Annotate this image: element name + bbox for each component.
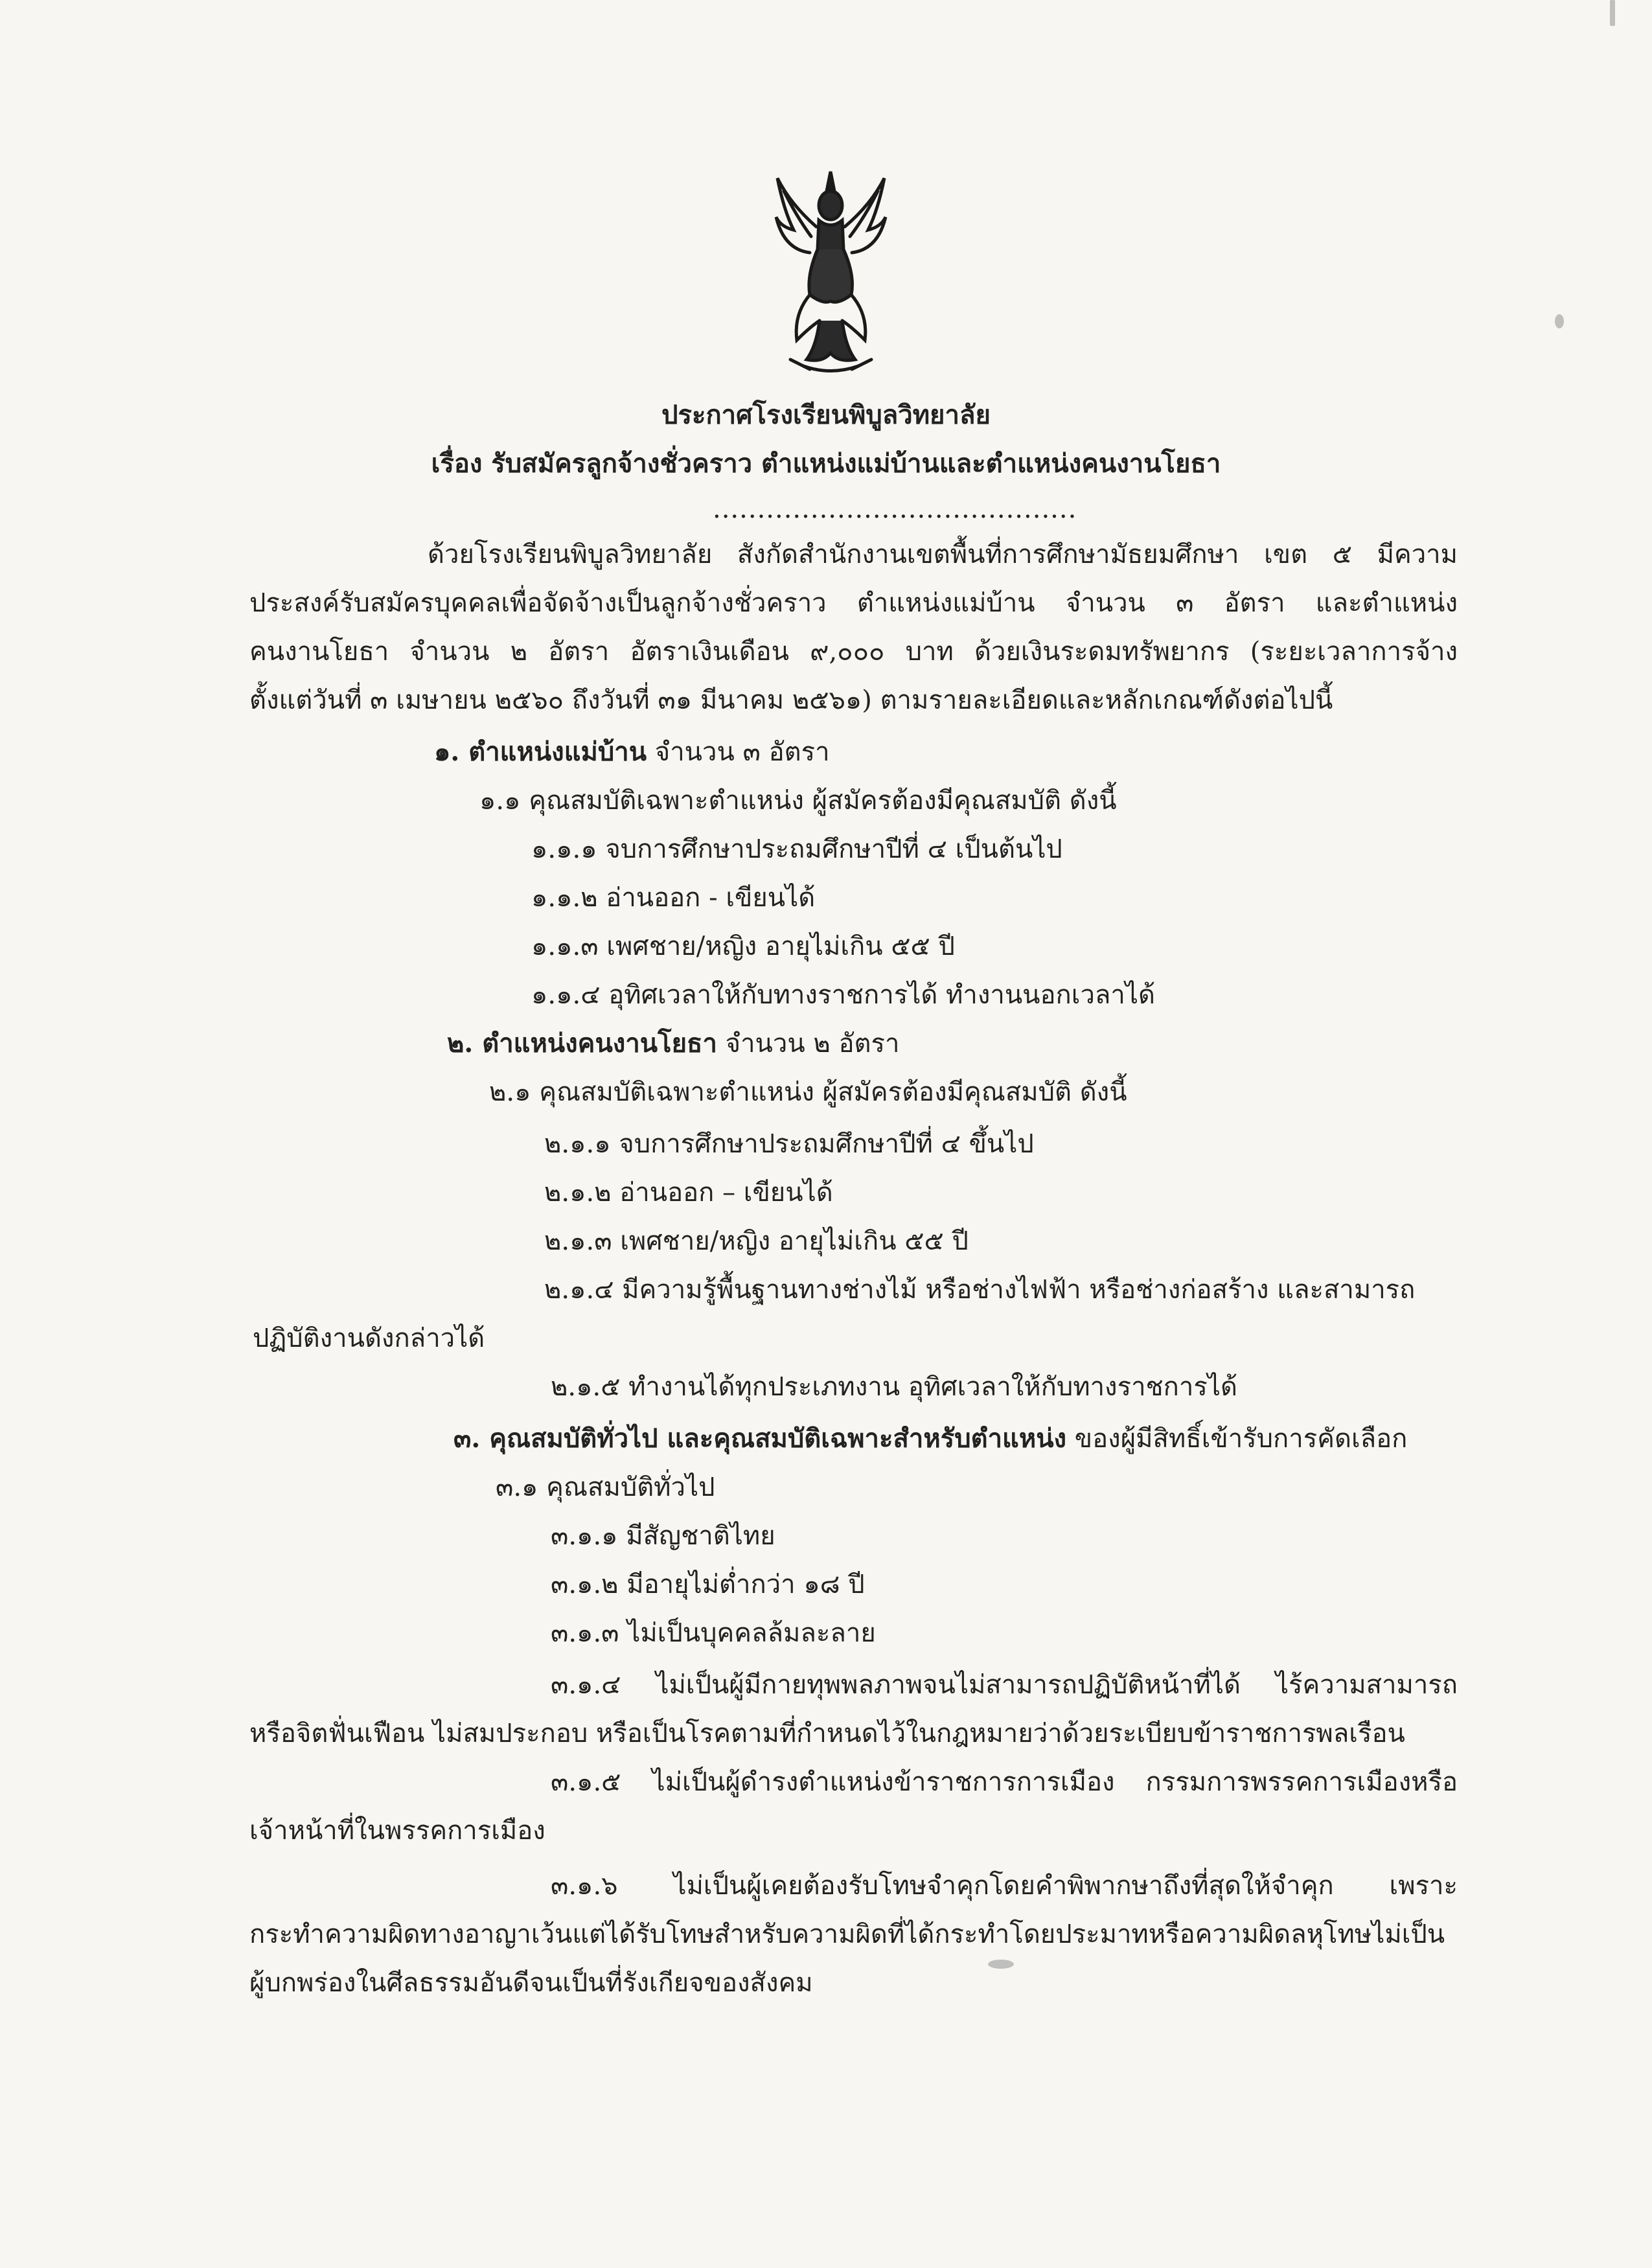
- section-2-heading: [447, 1027, 899, 1060]
- section-2-item-4-cont: ปฏิบัติงานดังกล่าวได้: [253, 1323, 485, 1353]
- intro-line-2: ประสงค์รับสมัครบุคคลเพื่อจัดจ้างเป็นลูกจ้างชั่วคราว ตำแหน่งแม่บ้าน จำนวน ๓ อัตรา และตำแหน่ง: [249, 588, 1458, 618]
- section-3-item-5-cont: เจ้าหน้าที่ในพรรคการเมือง: [249, 1816, 545, 1846]
- section-1-heading-bold: ๑. ตำแหน่งแม่บ้าน: [434, 737, 647, 767]
- title-divider: .........................................: [713, 494, 1077, 524]
- section-3-heading-rest: ของผู้มีสิทธิ์เข้ารับการคัดเลือก: [1066, 1424, 1408, 1454]
- section-3-item-5: ๓.๑.๕ ไม่เป็นผู้ดำรงตำแหน่งข้าราชการการเมือง กรรมการพรรคการเมืองหรือ: [551, 1767, 1458, 1797]
- section-2-heading-rest: จำนวน ๒ อัตรา: [717, 1029, 900, 1059]
- section-1-1-heading: ๑.๑ คุณสมบัติเฉพาะตำแหน่ง ผู้สมัครต้องมีคุณสมบัติ ดังนี้: [479, 786, 1117, 816]
- section-2-item-5: ๒.๑.๕ ทำงานได้ทุกประเภทงาน อุทิศเวลาให้กับทางราชการได้: [551, 1372, 1237, 1402]
- section-1-item: ๑.๑.๒ อ่านออก - เขียนได้: [531, 883, 816, 913]
- section-3-item: ๓.๑.๒ มีอายุไม่ต่ำกว่า ๑๘ ปี: [551, 1570, 865, 1599]
- section-2-1-heading: ๒.๑ คุณสมบัติเฉพาะตำแหน่ง ผู้สมัครต้องมีคุณสมบัติ ดังนี้: [489, 1077, 1127, 1107]
- garuda-emblem-icon: [771, 165, 891, 379]
- section-2-item: ๒.๑.๑ จบการศึกษาประถมศึกษาปีที่ ๔ ขึ้นไป: [544, 1129, 1034, 1159]
- intro-line-3: คนงานโยธา จำนวน ๒ อัตรา อัตราเงินเดือน ๙,๐๐๐ บาท ด้วยเงินระดมทรัพยากร (ระยะเวลาการจ้าง: [249, 637, 1458, 667]
- section-1-item: ๑.๑.๔ อุทิศเวลาให้กับทางราชการได้ ทำงานนอกเวลาได้: [531, 980, 1155, 1010]
- section-2-item: ๒.๑.๒ อ่านออก – เขียนได้: [544, 1178, 833, 1208]
- section-3-item: ๓.๑.๑ มีสัญชาติไทย: [551, 1521, 775, 1551]
- scan-speck: [1555, 314, 1564, 328]
- section-1-item: ๑.๑.๓ เพศชาย/หญิง อายุไม่เกิน ๕๕ ปี: [531, 932, 955, 961]
- section-2-item: ๒.๑.๓ เพศชาย/หญิง อายุไม่เกิน ๕๕ ปี: [544, 1226, 969, 1256]
- section-1-heading-rest: จำนวน ๓ อัตรา: [647, 737, 830, 767]
- section-3-item-6: ๓.๑.๖ ไม่เป็นผู้เคยต้องรับโทษจำคุกโดยคำพิพากษาถึงที่สุดให้จำคุก เพราะ: [551, 1871, 1458, 1901]
- section-3-item-6-cont-2: ผู้บกพร่องในศีลธรรมอันดีจนเป็นที่รังเกียจของสังคม: [249, 1968, 813, 1998]
- section-3-item-6-cont-1: กระทำความผิดทางอาญาเว้นแต่ได้รับโทษสำหรับความผิดที่ได้กระทำโดยประมาทหรือความผิดลหุโทษไม่เป็น: [249, 1919, 1445, 1949]
- section-1-heading: [434, 735, 830, 769]
- announcement-subject: เรื่อง รับสมัครลูกจ้างชั่วคราว ตำแหน่งแม่บ้านและตำแหน่งคนงานโยธา: [431, 448, 1221, 479]
- intro-line-1: ด้วยโรงเรียนพิบูลวิทยาลัย สังกัดสำนักงานเขตพื้นที่การศึกษามัธยมศึกษา เขต ๕ มีความ: [428, 540, 1458, 569]
- scan-speck: [1610, 0, 1615, 26]
- section-3-heading: [453, 1422, 1407, 1456]
- section-3-item-4: ๓.๑.๔ ไม่เป็นผู้มีกายทุพพลภาพจนไม่สามารถปฏิบัติหน้าที่ได้ ไร้ความสามารถ: [551, 1670, 1458, 1700]
- section-3-1-heading: ๓.๑ คุณสมบัติทั่วไป: [496, 1472, 715, 1502]
- section-1-item: ๑.๑.๑ จบการศึกษาประถมศึกษาปีที่ ๔ เป็นต้นไป: [531, 834, 1062, 864]
- section-2-item: ๒.๑.๔ มีความรู้พื้นฐานทางช่างไม้ หรือช่างไฟฟ้า หรือช่างก่อสร้าง และสามารถ: [544, 1275, 1416, 1305]
- announcement-title: ประกาศโรงเรียนพิบูลวิทยาลัย: [661, 400, 991, 430]
- intro-line-4: ตั้งแต่วันที่ ๓ เมษายน ๒๕๖๐ ถึงวันที่ ๓๑ มีนาคม ๒๕๖๑) ตามรายละเอียดและหลักเกณฑ์ดังต่อไปนี้: [249, 685, 1333, 715]
- section-3-heading-bold: ๓. คุณสมบัติทั่วไป และคุณสมบัติเฉพาะสำหรับตำแหน่ง: [453, 1423, 1067, 1454]
- scan-speck: [988, 1960, 1014, 1969]
- section-3-item: ๓.๑.๓ ไม่เป็นบุคคลล้มละลาย: [551, 1618, 876, 1648]
- section-2-heading-bold: ๒. ตำแหน่งคนงานโยธา: [447, 1028, 717, 1059]
- section-3-item-4-cont: หรือจิตฟั่นเฟือน ไม่สมประกอบ หรือเป็นโรคตามที่กำหนดไว้ในกฎหมายว่าด้วยระเบียบข้าราชการพลเรือน: [249, 1719, 1405, 1748]
